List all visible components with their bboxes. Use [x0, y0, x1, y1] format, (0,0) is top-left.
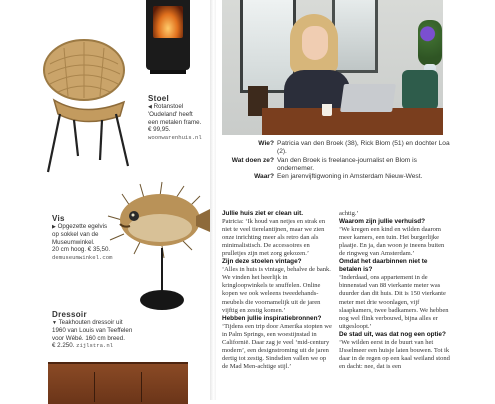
vis-line: 20 cm hoog. € 35,50. [52, 246, 111, 254]
stoel-line: 'Oudeland' heeft [148, 111, 193, 119]
rattan-chair-image [38, 36, 134, 176]
dresser-divider [141, 372, 142, 402]
dressoir-line: € 2.250. [52, 342, 75, 350]
vis-line: Museumwinkel. [52, 238, 95, 246]
vis-line: Opgezette egelvis [57, 223, 108, 230]
interview-question: Zijn deze stoelen vintage? [222, 258, 302, 266]
vis-caption: Vis ▶ Opgezette egelvis op sokkel van de Museumwinkel. 20 cm hoog. € 35,50. demuseumwinkel.com [52, 214, 116, 261]
dressoir-url[interactable]: zijlstra.nl [76, 342, 114, 350]
meta-value: Patricia van den Broek (38), Rick Blom (51) en dochter Loa (2). [277, 140, 450, 156]
stoel-title: Stoel [148, 94, 170, 103]
interview-answer: ‘We wilden eerst in de buurt van het IJsselmeer een huisje laten bouwen. Tot ik daar in de regen op een kaal weiland stond en dacht: nee, dat is een [339, 338, 450, 370]
dressoir-line: 1960 van Louis van Teeffelen [52, 327, 133, 335]
interview-answer: Patricia: ‘Ik houd van netjes en strak en niet te veel tierelantijnen, maar we zien onze inrichting meer als retro dan als minimalistisch. De accessoires en prulletjes zijn met zorg gekozen.’ [222, 218, 326, 258]
meta-key: Wie? [258, 140, 274, 147]
meta-value: Een jarenvijftigwoning in Amsterdam Nieuw-West. [277, 173, 423, 181]
dresser-divider [94, 372, 95, 402]
interview-question: Waarom zijn jullie verhuisd? [339, 218, 426, 226]
photo-cup [322, 104, 332, 116]
stove-image [146, 0, 190, 70]
interview-question: Omdat het daarbinnen niet te betalen is? [339, 258, 428, 274]
meta-key: Waar? [254, 173, 274, 181]
interview-answer: ‘We kregen een kind en wilden daarom meer kamers, een tuin. Het burgerlijke plaatje. En ja, dan woon je ineens buiten de ringweg van Amsterdam.’ [339, 226, 445, 258]
photo-chair-green [402, 70, 438, 110]
vis-title: Vis [52, 214, 65, 223]
stove-fire [153, 6, 183, 38]
photo-table [262, 108, 443, 135]
article-column-2 [339, 210, 451, 371]
profile-meta [222, 140, 454, 181]
interior-photo [222, 0, 443, 135]
interview-answer: ‘Inderdaad, ons appartement in de binnenstad van 88 vierkante meter was duurder dan dit huis. Dit is 150 vierkante meter met drie woonlagen, vijf slaapkamers, twee badkamers. We hebben nog wel flink verbouwd, bijna alles er uitgesloopt.’ [339, 274, 449, 330]
left-page [0, 0, 212, 400]
dressoir-line: voor Wébé. 160 cm breed. [52, 334, 125, 342]
stoel-caption: Stoel ◀ Rotanstoel 'Oudeland' heeft een metalen frame. € 99,95. woonwarenhuis.nl [148, 94, 214, 141]
photo-laptop [340, 84, 396, 112]
meta-row [222, 157, 454, 174]
interview-answer: ‘Alles in huis is vintage, behalve de bank. We vinden het heerlijk in kringloopwinkels te snuffelen. Online kopen we ook weleens tweedehands-meubels die voornamelijk uit de jaren vijftig en zestig komen.’ [222, 266, 331, 314]
photo-plant [418, 20, 442, 66]
dressoir-caption: Dressoir ▼ Teakhouten dressoir uit 1960 van Louis van Teeffelen voor Wébé. 160 cm breed. € 2.250. zijlstra.nl [52, 310, 152, 350]
dresser-image [48, 362, 188, 404]
dressoir-title: Dressoir [52, 310, 87, 319]
stove-base [150, 70, 186, 74]
meta-row [222, 140, 454, 157]
meta-value: Van den Broek is freelance-journalist en Blom is ondernemer. [277, 156, 417, 172]
meta-row [222, 173, 454, 181]
stoel-url[interactable]: woonwarenhuis.nl [148, 133, 202, 141]
vis-line: op sokkel van de [52, 231, 99, 239]
interview-question: Jullie huis ziet er clean uit. [222, 210, 303, 217]
vis-url[interactable]: demuseumwinkel.com [52, 253, 113, 261]
photo-person-face [302, 26, 328, 60]
interview-question: De stad uit, was dat nog een optie? [339, 330, 446, 338]
interview-question: Hebben jullie inspiratiebronnen? [222, 314, 322, 322]
stoel-line: € 99,95. [148, 126, 171, 134]
interview-answer: achtig.’ [339, 210, 359, 217]
pufferfish-image [100, 176, 226, 314]
dressoir-line: Teakhouten dressoir uit [58, 319, 123, 326]
meta-key: Wat doen ze? [231, 156, 274, 164]
stoel-line: Rotanstoel [153, 103, 184, 110]
article-column-1 [222, 210, 332, 371]
photo-door [332, 0, 378, 73]
stoel-line: een metalen frame. [148, 118, 202, 126]
interview-answer: ‘Tijdens een trip door Amerika stopten we in Palm Springs, een woestijnstad in Californië. Daar zag je veel ‘mid-century modern’, een designstroming uit de jaren dertig tot zestig. Sindsdien vallen we op de Mad Men-achtige stijl.’ [222, 322, 332, 370]
